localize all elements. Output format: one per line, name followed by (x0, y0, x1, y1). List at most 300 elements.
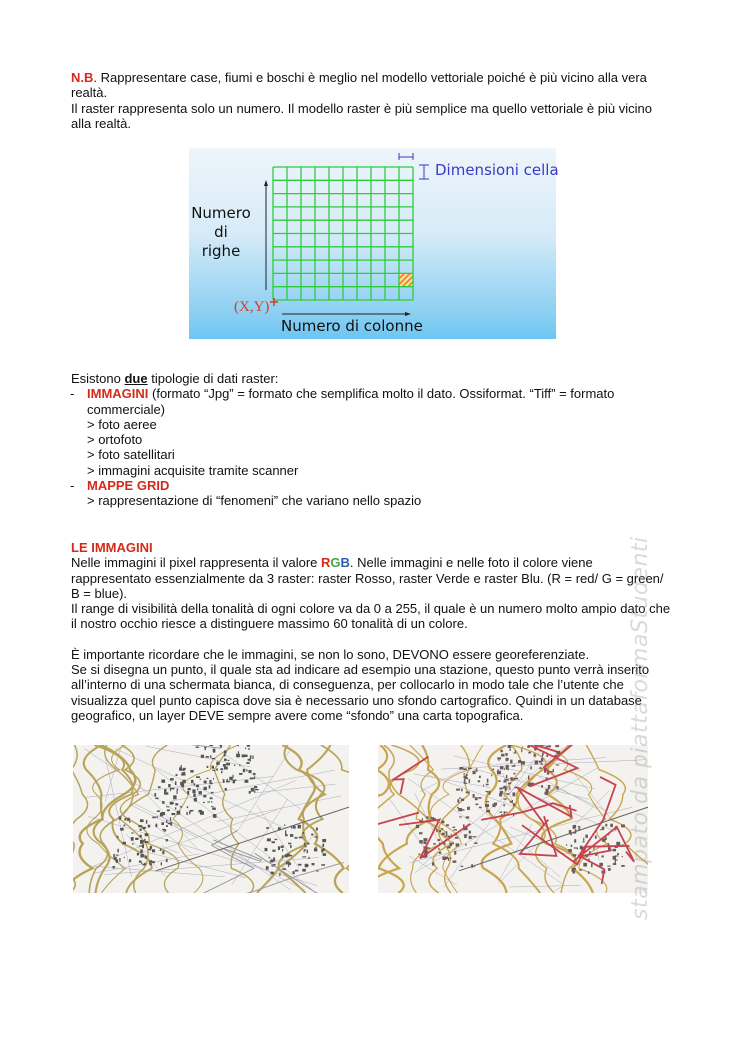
map-building (321, 864, 325, 866)
map-building (302, 869, 306, 872)
map-building (285, 831, 286, 835)
map-building (442, 833, 445, 836)
map-building (617, 853, 619, 855)
map-building (521, 749, 522, 753)
map-building (148, 849, 151, 851)
map-building (224, 754, 226, 757)
map-building (170, 778, 174, 780)
map-building (173, 802, 174, 804)
map-building (541, 763, 543, 765)
map-building (612, 849, 616, 852)
map-building (528, 776, 529, 780)
map-building (196, 776, 200, 778)
map-building (162, 851, 164, 855)
p1-post: . Nelle immagini e nelle foto il colore viene rappresentato essenzialmente da 3 raster: raster Rosso, raster Verde e raster Blu. (R = red/ G = green/ B = blue). (71, 555, 664, 601)
map-building (250, 755, 252, 758)
map-building (456, 843, 459, 846)
map-building (299, 837, 303, 839)
map-building (224, 767, 228, 770)
origin-marker (270, 298, 278, 306)
map-minor-road (153, 767, 312, 889)
map-building (432, 862, 434, 865)
map-building (175, 803, 178, 805)
map-building (206, 756, 209, 758)
map-building (508, 779, 509, 781)
map-building (427, 847, 430, 848)
map-building (513, 752, 516, 753)
map-building (158, 786, 161, 788)
map-building (189, 812, 190, 815)
map-building (177, 811, 181, 815)
map-building (175, 781, 176, 785)
map-building (613, 863, 616, 865)
map-building (459, 797, 460, 799)
map-building (186, 812, 187, 815)
raster-grid-diagram (189, 148, 559, 339)
map-building (282, 855, 283, 858)
map-building (602, 827, 605, 830)
map-building (497, 771, 501, 775)
sub-item: > foto aeree (87, 416, 157, 432)
map-building (454, 851, 456, 855)
map-building (593, 847, 594, 850)
map-building (245, 748, 246, 749)
map-building (453, 827, 456, 828)
map-building (188, 788, 191, 790)
map-building (438, 848, 439, 850)
map-building (500, 750, 502, 753)
map-building (583, 841, 585, 842)
map-building (469, 836, 472, 839)
map-building (223, 779, 225, 783)
map-building (187, 806, 189, 808)
map-building (497, 769, 499, 770)
map-building (605, 824, 607, 827)
map-building (588, 871, 589, 874)
sub-item: > foto satellitari (87, 447, 175, 463)
map-building (179, 767, 182, 770)
map-building (145, 833, 149, 836)
map-building (246, 762, 249, 764)
map-building (426, 816, 429, 818)
nb-text: . Rappresentare case, fiumi e boschi è meglio nel modello vettoriale poiché è più vicino alla vera realtà. (71, 70, 647, 101)
cell-size-label: Dimensioni cella (435, 161, 559, 179)
map-building (487, 779, 489, 783)
map-building (439, 830, 441, 832)
map-building (579, 869, 582, 870)
map-building (469, 779, 471, 783)
map-building (515, 778, 518, 780)
map-building (211, 792, 214, 794)
map-building (282, 868, 286, 870)
map-building (284, 825, 285, 826)
topographic-map-grayscale (73, 745, 349, 893)
map-building (467, 807, 470, 810)
map-building (170, 822, 172, 826)
map-building (152, 849, 155, 852)
map-building (140, 849, 143, 853)
map-building (212, 808, 216, 810)
map-building (173, 795, 176, 799)
map-building (123, 842, 127, 845)
immagini-section (71, 540, 671, 723)
map-building (600, 829, 601, 830)
map-building (446, 857, 448, 859)
map-building (254, 777, 255, 780)
map-building (621, 824, 625, 827)
map-building (140, 854, 143, 857)
map-building (419, 832, 422, 834)
map-building (436, 828, 437, 832)
map-building (555, 745, 559, 747)
map-building (453, 861, 457, 863)
map-building (288, 863, 291, 866)
map-building (608, 868, 611, 871)
map-building (226, 763, 230, 766)
map-building (534, 754, 536, 757)
map-building (509, 787, 510, 791)
map-building (175, 807, 176, 809)
map-building (227, 779, 228, 781)
rows-label (191, 204, 251, 261)
map-building (196, 785, 199, 788)
map-building (224, 759, 227, 761)
map-building (193, 794, 196, 797)
map-building (207, 766, 209, 768)
sub-item: > ortofoto (87, 432, 143, 448)
map-building (574, 839, 576, 843)
map-building (512, 765, 515, 767)
map-building (135, 838, 138, 840)
map-building (513, 803, 515, 806)
map-building (161, 822, 164, 825)
map-building (456, 789, 460, 791)
map-building (160, 848, 162, 851)
map-building (478, 797, 481, 799)
map-building (180, 806, 182, 807)
list-dash: - (70, 386, 75, 402)
map-building (486, 784, 489, 786)
map-building (206, 778, 208, 779)
map-building (583, 863, 587, 867)
map-building (447, 846, 450, 848)
map-building (510, 778, 512, 781)
map-building (234, 765, 235, 766)
map-building (613, 856, 617, 860)
map-building (266, 827, 269, 829)
map-building (441, 821, 444, 824)
map-building (578, 826, 581, 827)
map-building (459, 767, 463, 770)
map-building (461, 799, 464, 801)
map-building (322, 844, 324, 847)
map-building (168, 784, 170, 787)
p1-pre: Nelle immagini il pixel rappresenta il valore (71, 555, 321, 571)
map-building (238, 745, 239, 746)
map-building (119, 858, 120, 862)
map-building (522, 746, 523, 747)
map-color-svg (378, 745, 648, 893)
map-building (213, 778, 214, 780)
map-building (164, 792, 165, 795)
map-building (156, 816, 158, 817)
map-building (212, 758, 216, 759)
map-building (312, 834, 313, 836)
map-building (506, 758, 509, 761)
map-building (145, 856, 147, 859)
map-building (466, 774, 468, 776)
map-building (506, 793, 510, 794)
map-building (500, 766, 503, 769)
map-building (204, 781, 207, 784)
map-building (463, 768, 467, 770)
map-building (238, 751, 239, 753)
map-building (224, 750, 227, 753)
map-building (486, 810, 490, 812)
map-building (281, 846, 284, 848)
map-building (504, 811, 505, 815)
map-building (140, 835, 142, 838)
map-building (474, 842, 478, 844)
map-building (239, 773, 242, 775)
map-building (192, 789, 195, 793)
map-building (469, 831, 471, 834)
map-building (305, 846, 307, 848)
map-building (461, 866, 464, 867)
map-building (505, 788, 507, 790)
rgb-g: G (330, 555, 341, 571)
map-building (129, 859, 131, 862)
map-building (121, 828, 124, 830)
map-minor-road (597, 850, 599, 860)
rows-label-line: righe (201, 242, 241, 260)
map-building (528, 752, 531, 754)
list-dash: - (70, 478, 75, 494)
map-building (571, 845, 573, 847)
map-building (267, 838, 271, 841)
map-building (530, 766, 532, 769)
watermark: stampato da piattaformaStudenti (628, 536, 653, 920)
map-building (139, 861, 142, 863)
rows-arrow-head (264, 180, 268, 186)
map-building (212, 766, 214, 769)
map-building (233, 775, 234, 778)
map-building (161, 862, 162, 865)
map-building (251, 788, 255, 792)
map-building (290, 845, 292, 848)
map-building (501, 787, 504, 788)
map-building (508, 783, 511, 784)
map-building (150, 860, 152, 862)
map-building (312, 863, 315, 865)
map-building (499, 758, 500, 761)
map-building (591, 864, 593, 868)
map-building (140, 840, 144, 844)
map-minor-road (115, 749, 287, 830)
map-building (610, 824, 613, 827)
map-building (265, 848, 268, 851)
map-building (225, 788, 227, 790)
map-building (542, 753, 543, 757)
map-building (117, 836, 118, 839)
map-building (442, 857, 446, 861)
rgb-r: R (321, 555, 331, 571)
map-building (269, 857, 270, 858)
map-building (245, 780, 249, 783)
map-building (144, 839, 145, 843)
map-building (226, 781, 230, 783)
map-building (466, 791, 470, 793)
map-building (503, 798, 506, 799)
map-building (210, 755, 211, 758)
map-building (278, 846, 280, 850)
map-building (302, 856, 306, 857)
map-railway (459, 807, 648, 871)
map-building (305, 864, 308, 868)
origin-label: (X,Y) (234, 299, 270, 315)
map-building (509, 748, 510, 751)
map-building (535, 760, 539, 764)
georef-paragraph: È importante ricordare che le immagini, se non lo sono, DEVONO essere georeferenziate. (71, 646, 590, 662)
map-building (155, 798, 158, 800)
map-building (210, 797, 213, 799)
map-building (607, 866, 610, 867)
map-building (244, 755, 248, 757)
map-building (452, 842, 453, 844)
map-building (512, 800, 513, 803)
map-building (200, 779, 202, 780)
map-building (285, 854, 288, 857)
map-building (293, 871, 295, 874)
map-building (116, 855, 119, 856)
map-building (199, 810, 203, 813)
map-building (290, 834, 293, 837)
map-building (213, 749, 216, 753)
map-building (475, 797, 478, 800)
map-building (166, 820, 167, 823)
map-building (573, 854, 577, 856)
map-building (423, 842, 426, 845)
map-building (491, 775, 492, 777)
map-building (514, 764, 515, 766)
map-building (166, 839, 168, 841)
map-building (293, 826, 296, 829)
map-building (220, 768, 223, 770)
map-building (190, 810, 193, 812)
map-building (503, 780, 506, 782)
map-building (457, 799, 459, 803)
map-building (211, 806, 213, 807)
map-building (127, 818, 130, 821)
map-building (454, 829, 458, 830)
map-building (199, 791, 202, 794)
map-building (416, 825, 419, 828)
map-building (209, 785, 211, 789)
type-title: MAPPE GRID (87, 478, 170, 494)
map-building (439, 852, 441, 854)
map-building (254, 791, 255, 793)
map-building (138, 825, 142, 827)
map-building (216, 769, 218, 771)
section-heading: LE IMMAGINI (71, 540, 153, 555)
map-main-road (255, 853, 349, 893)
raster-type-item-immagini (71, 386, 671, 478)
raster-note: Il raster rappresenta solo un numero. Il modello raster è più semplice ma quello vettoriale è più vicino alla realtà. (71, 100, 652, 131)
map-building (501, 754, 504, 757)
map-contour (439, 745, 470, 893)
map-building (486, 791, 487, 792)
map-building (521, 761, 525, 764)
map-grayscale-svg (73, 745, 349, 893)
map-building (446, 831, 448, 835)
map-building (433, 817, 435, 819)
map-building (143, 864, 147, 866)
map-building (194, 783, 196, 785)
rows-label-line: Numero (191, 204, 251, 222)
map-building (142, 827, 145, 829)
map-building (204, 787, 207, 790)
map-building (254, 786, 257, 788)
nb-label: N.B (71, 70, 94, 85)
map-building (229, 777, 233, 780)
map-building (506, 775, 507, 778)
map-building (473, 794, 475, 798)
map-building (221, 771, 222, 773)
map-railway (156, 807, 349, 871)
map-building (152, 817, 156, 819)
rows-label-line: di (214, 223, 228, 241)
map-building (500, 791, 504, 794)
map-minor-road (509, 885, 580, 887)
map-building (203, 795, 206, 798)
map-building (203, 802, 205, 803)
map-building (544, 770, 546, 773)
map-main-road (578, 777, 615, 857)
map-building (114, 857, 117, 860)
map-building (154, 793, 156, 797)
map-building (246, 769, 247, 771)
highlighted-cell (399, 273, 413, 286)
intro-pre: Esistono (71, 371, 125, 386)
map-building (213, 814, 217, 818)
map-building (132, 843, 133, 845)
map-building (616, 860, 618, 861)
map-building (140, 819, 144, 822)
map-building (183, 768, 184, 771)
map-building (131, 833, 133, 834)
map-building (476, 768, 478, 772)
intro-post: tipologie di dati raster: (147, 371, 279, 386)
map-building (201, 755, 204, 758)
map-building (253, 773, 256, 775)
station-paragraph: Se si disegna un punto, il quale sta ad indicare ad esempio una stazione, questo punto verrà inserito all’interno di una schermata bianca, di conseguenza, per collocarlo in modo tale che l’utente che visualizza quel punto capisca dove sia è necessario uno sfondo cartografico. Quindi in un database geografico, un layer DEVE sempre avere come “sfondo” una carta topografica. (71, 662, 650, 723)
map-building (181, 774, 185, 775)
map-building (503, 804, 505, 806)
map-building (450, 857, 452, 859)
map-building (205, 748, 206, 751)
map-building (513, 792, 516, 796)
grid-cells (273, 167, 413, 300)
raster-types-section (71, 371, 671, 509)
map-building (304, 849, 306, 850)
map-building (211, 801, 212, 802)
map-building (508, 745, 512, 748)
map-building (485, 804, 489, 807)
map-building (616, 842, 620, 846)
map-building (212, 770, 215, 771)
map-building (209, 745, 213, 746)
map-building (307, 843, 309, 845)
